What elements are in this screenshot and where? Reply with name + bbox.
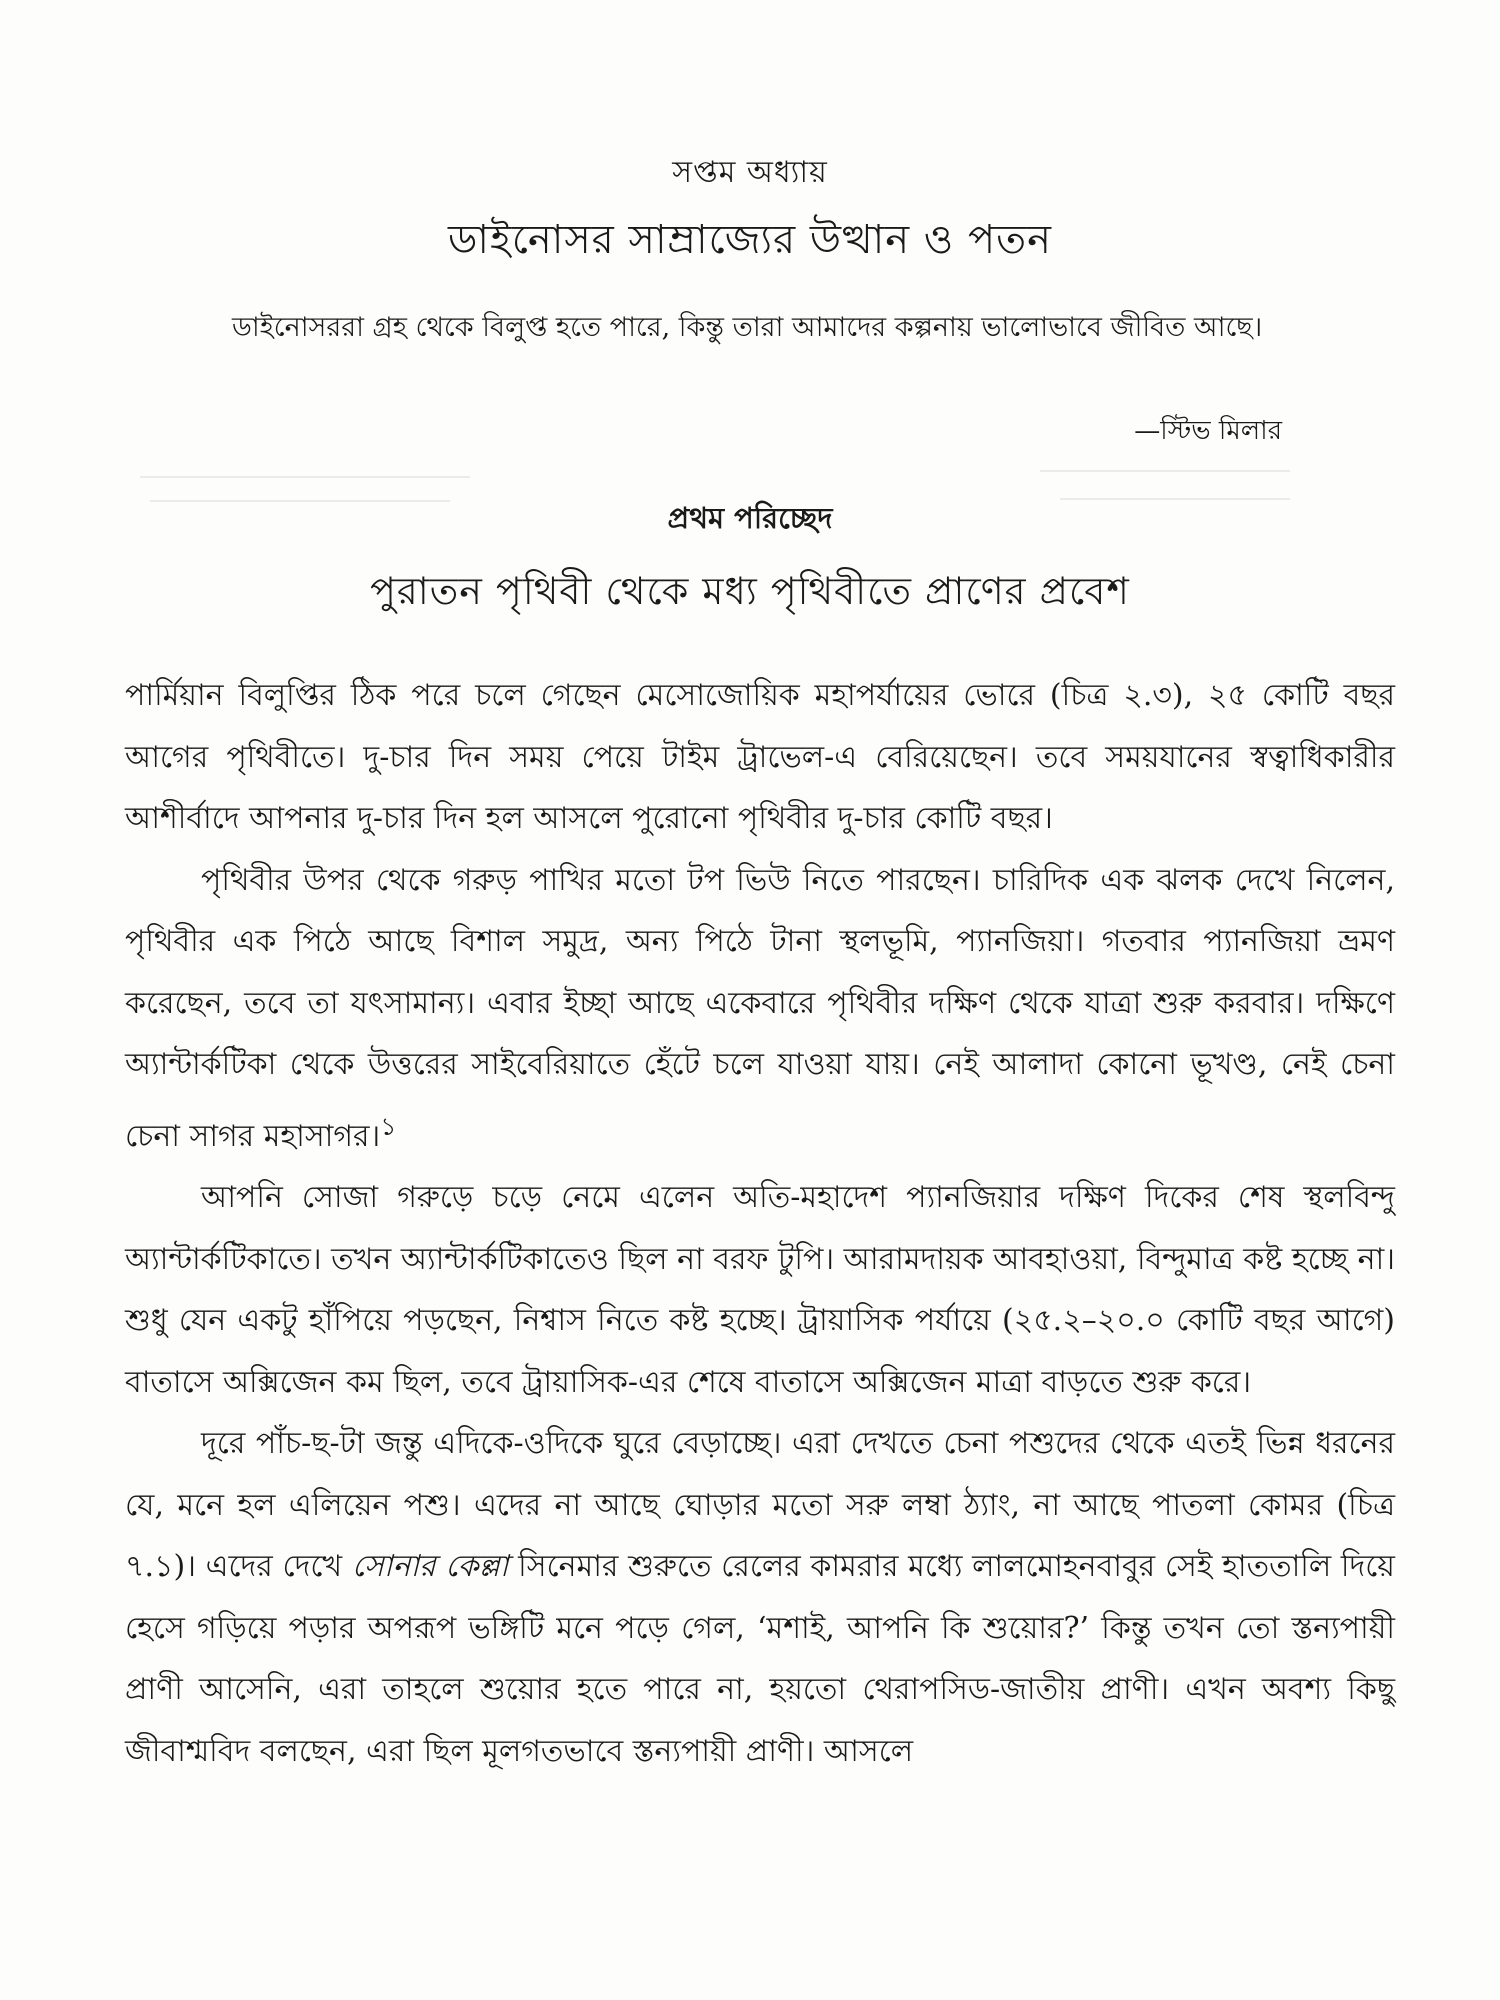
body-text bbox=[125, 665, 1395, 1782]
paragraph bbox=[125, 1413, 1395, 1782]
paragraph-text: আপনি সোজা গরুড়ে চড়ে নেমে এলেন অতি-মহাদেশ প্যানজিয়ার দক্ষিণ দিকের শেষ স্থলবিন্দু অ্যান্টার্কটিকাতে। তখন অ্যান্টার্কটিকাতেও ছিল না বরফ টুপি। আরামদায়ক আবহাওয়া, বিন্দুমাত্র কষ্ট হচ্ছে না। শুধু যেন একটু হাঁপিয়ে পড়ছেন, নিশ্বাস নিতে কষ্ট হচ্ছে। ট্রায়াসিক পর্যায়ে (২৫.২–২০.০ কোটি বছর আগে) বাতাসে অক্সিজেন কম ছিল, তবে ট্রায়াসিক-এর শেষে বাতাসে অক্সিজেন মাত্রা বাড়তে শুরু করে। bbox=[125, 1180, 1395, 1400]
epigraph-quote: ডাইনোসররা গ্রহ থেকে বিলুপ্ত হতে পারে, কিন্তু তারা আমাদের কল্পনায় ভালোভাবে জীবিত আছে। bbox=[232, 312, 1263, 343]
film-title: সোনার কেল্লা bbox=[351, 1549, 509, 1584]
paragraph-text: সিনেমার শুরুতে রেলের কামরার মধ্যে লালমোহনবাবুর সেই হাততালি দিয়ে হেসে গড়িয়ে পড়ার অপরূপ ভঙ্গিটি মনে পড়ে গেল, ‘মশাই, আপনি কি শুয়োর?’ কিন্তু তখন তো স্তন্যপায়ী প্রাণী আসেনি, এরা তাহলে শুয়োর হতে পারে না, হয়তো থেরাপসিড-জাতীয় প্রাণী। এখন অবশ্য কিছু জীবাশ্মবিদ বলছেন, এরা ছিল মূলগতভাবে স্তন্যপায়ী প্রাণী। আসলে bbox=[125, 1549, 1395, 1769]
paragraph bbox=[125, 850, 1395, 1168]
paragraph bbox=[125, 1167, 1395, 1413]
paragraph-text: পার্মিয়ান বিলুপ্তির ঠিক পরে চলে গেছেন মেসোজোয়িক মহাপর্যায়ের ভোরে (চিত্র ২.৩), ২৫ কোটি বছর আগের পৃথিবীতে। দু-চার দিন সময় পেয়ে টাইম ট্রাভেল-এ বেরিয়েছেন। তবে সময়যানের স্বত্বাধিকারীর আশীর্বাদে আপনার দু-চার দিন হল আসলে পুরোনো পৃথিবীর দু-চার কোটি বছর। bbox=[125, 678, 1395, 836]
show-through-mark bbox=[140, 476, 470, 478]
paragraph-text: দূরে পাঁচ-ছ-টা জন্তু এদিকে-ওদিকে ঘুরে বেড়াচ্ছে। এরা দেখতে চেনা পশুদের থেকে এতই ভিন্ন ধরনের যে, মনে হল এলিয়েন পশু। এদের না আছে ঘোড়ার মতো সরু লম্বা ঠ্যাং, না আছে পাতলা কোমর (চিত্র ৭.১)। এদের দেখে bbox=[125, 1426, 1395, 1584]
chapter-title: ডাইনোসর সাম্রাজ্যের উত্থান ও পতন bbox=[447, 217, 1053, 263]
footnote-marker[interactable]: ১ bbox=[380, 1111, 397, 1141]
show-through-mark bbox=[1040, 470, 1290, 472]
section-title: পুরাতন পৃথিবী থেকে মধ্য পৃথিবীতে প্রাণের প্রবেশ bbox=[370, 569, 1130, 613]
chapter-number: সপ্তম অধ্যায় bbox=[672, 155, 828, 190]
section-label: প্রথম পরিচ্ছেদ bbox=[667, 501, 833, 535]
paragraph-text: পৃথিবীর উপর থেকে গরুড় পাখির মতো টপ ভিউ নিতে পারছেন। চারিদিক এক ঝলক দেখে নিলেন, পৃথিবীর এক পিঠে আছে বিশাল সমুদ্র, অন্য পিঠে টানা স্থলভূমি, প্যানজিয়া। গতবার প্যানজিয়া ভ্রমণ করেছেন, তবে তা যৎসামান্য। এবার ইচ্ছা আছে একেবারে পৃথিবীর দক্ষিণ থেকে যাত্রা শুরু করবার। দক্ষিণে অ্যান্টার্কটিকা থেকে উত্তরের সাইবেরিয়াতে হেঁটে চলে যাওয়া যায়। নেই আলাদা কোনো ভূখণ্ড, নেই চেনা চেনা সাগর মহাসাগর। bbox=[125, 862, 1395, 1154]
paragraph bbox=[125, 665, 1395, 850]
epigraph-author: —স্টিভ মিলার bbox=[1134, 416, 1282, 446]
